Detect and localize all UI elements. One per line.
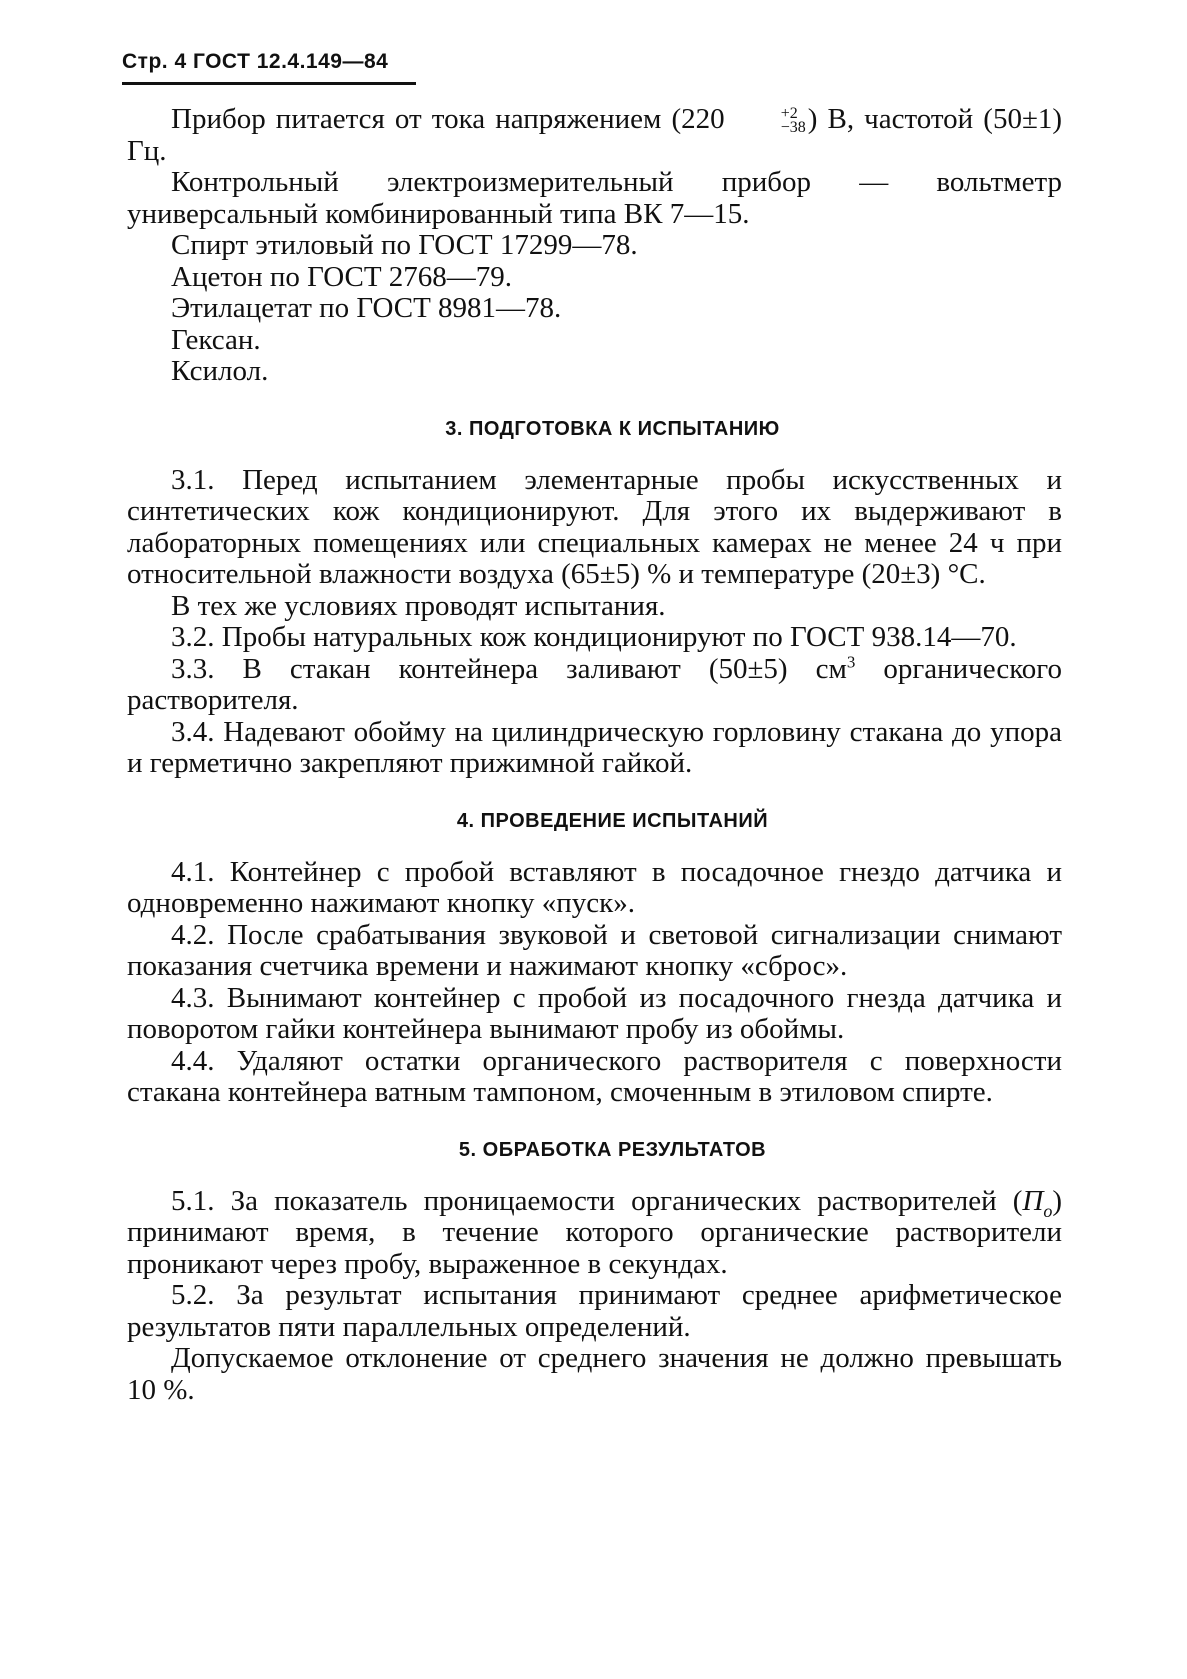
page-header: Стр. 4 ГОСТ 12.4.149—84 — [122, 50, 389, 73]
clause-3-3-text-after: органического растворителя. — [127, 652, 1062, 716]
voltage-tolerance-upper: +2 — [780, 105, 798, 123]
clause-3-3-superscript: 3 — [846, 651, 856, 671]
control-instrument-paragraph: Контрольный электроизмерительный прибор — вольтметр универсальный комбинированный типа ВК 7—15. — [127, 166, 1062, 230]
reagent-item-ethanol: Спирт этиловый по ГОСТ 17299—78. — [171, 229, 638, 261]
clause-5-1 — [127, 1186, 1062, 1281]
clause-3-1: 3.1. Перед испытанием элементарные пробы искусственных и синтетических кож кондиционируют. Для этого их выдерживают в лабораторных помещениях или специальных камерах не менее 24 ч при относительной влажности воздуха (65±5) % и температуре (20±3) °С. — [127, 463, 1062, 590]
permeability-symbol: П — [1022, 1184, 1044, 1217]
clause-3-3 — [127, 651, 1062, 717]
permeability-symbol-subscript: о — [1043, 1200, 1053, 1221]
clause-5-1-text-before: 5.1. За показатель проницаемости органических растворителей ( — [171, 1184, 1023, 1217]
clause-3-1-note: В тех же условиях проводят испытания. — [171, 589, 666, 622]
power-supply-text-before: Прибор питается от тока напряжением (220 — [171, 103, 725, 135]
header-rule — [122, 82, 416, 85]
clause-4-2: 4.2. После срабатывания звуковой и световой сигнализации снимают показания счетчика времени и нажимают кнопку «сброс». — [127, 918, 1062, 982]
reagent-item-acetone: Ацетон по ГОСТ 2768—79. — [171, 260, 513, 293]
power-supply-paragraph — [127, 104, 1062, 167]
clause-3-4: 3.4. Надевают обойму на цилиндрическую горловину стакана до упора и герметично закрепляют прижимной гайкой. — [127, 715, 1062, 779]
clause-3-2: 3.2. Пробы натуральных кож кондиционируют по ГОСТ 938.14—70. — [171, 621, 1017, 653]
clause-4-3: 4.3. Вынимают контейнер с пробой из посадочного гнезда датчика и поворотом гайки контейнера вынимают пробу из обоймы. — [127, 981, 1062, 1045]
section-3-heading: 3. ПОДГОТОВКА К ИСПЫТАНИЮ — [445, 417, 780, 440]
reagent-item-xylene: Ксилол. — [171, 355, 269, 387]
document-body — [127, 104, 1062, 1406]
clause-3-3-text-before: 3.3. В стакан контейнера заливают (50±5) см — [171, 652, 847, 685]
clause-4-4: 4.4. Удаляют остатки органического растворителя с поверхности стакана контейнера ватным тампоном, смоченным в этиловом спирте. — [127, 1044, 1062, 1108]
voltage-tolerance-lower: −38 — [780, 119, 806, 137]
power-supply-text-after: ) В, частотой (50±1) Гц. — [127, 103, 1063, 167]
clause-5-1-text-after: ) принимают время, в течение которого органические растворители проникают через пробу, выраженное в секундах. — [127, 1184, 1062, 1280]
section-5-heading: 5. ОБРАБОТКА РЕЗУЛЬТАТОВ — [458, 1138, 767, 1161]
voltage-tolerance — [737, 107, 806, 135]
reagent-item-hexane: Гексан. — [171, 323, 261, 356]
clause-5-2: 5.2. За результат испытания принимают среднее арифметическое результатов пяти параллельных определений. — [127, 1279, 1062, 1343]
reagent-item-ethyl-acetate: Этилацетат по ГОСТ 8981—78. — [171, 292, 562, 324]
clause-5-2-note: Допускаемое отклонение от среднего значения не должно превышать 10 %. — [127, 1342, 1062, 1406]
clause-4-1: 4.1. Контейнер с пробой вставляют в посадочное гнездо датчика и одновременно нажимают кнопку «пуск». — [127, 855, 1062, 919]
section-4-heading: 4. ПРОВЕДЕНИЕ ИСПЫТАНИЙ — [456, 809, 769, 832]
